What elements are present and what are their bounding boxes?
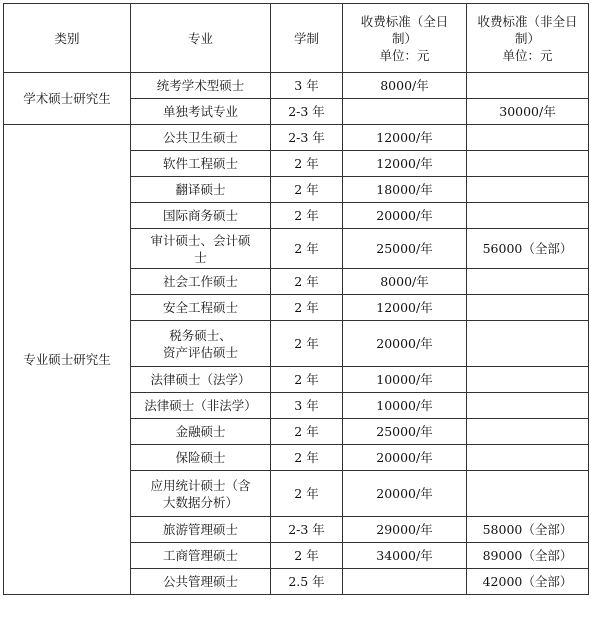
fulltime-fee-cell: 25000/年 [343,229,467,269]
duration-cell: 2 年 [271,419,343,445]
fulltime-fee-cell: 20000/年 [343,445,467,471]
fulltime-fee-cell: 8000/年 [343,73,467,99]
duration-cell: 2-3 年 [271,99,343,125]
parttime-fee-cell [467,177,589,203]
header-fulltime-fee [343,4,467,73]
duration-cell: 3 年 [271,73,343,99]
fulltime-fee-cell: 20000/年 [343,321,467,367]
fulltime-fee-cell: 10000/年 [343,393,467,419]
duration-cell: 2-3 年 [271,125,343,151]
major-cell: 安全工程硕士 [131,295,271,321]
header-parttime-line2: 制） [514,30,540,46]
header-row [4,4,589,73]
major-cell: 公共卫生硕士 [131,125,271,151]
major-line: 资产评估硕士 [162,344,238,360]
parttime-fee-cell [467,125,589,151]
duration-cell: 2 年 [271,269,343,295]
parttime-fee-cell [467,203,589,229]
parttime-fee-cell [467,269,589,295]
parttime-fee-cell: 42000（全部） [467,569,589,595]
duration-cell: 2-3 年 [271,517,343,543]
major-cell: 金融硕士 [131,419,271,445]
major-cell: 社会工作硕士 [131,269,271,295]
header-fulltime-line1: 收费标准（全日 [360,13,449,29]
table-row [4,125,589,151]
fulltime-fee-cell: 8000/年 [343,269,467,295]
major-line: 审计硕士、会计硕 [150,232,251,248]
fulltime-fee-cell: 10000/年 [343,367,467,393]
parttime-fee-cell [467,445,589,471]
duration-cell: 3 年 [271,393,343,419]
duration-cell: 2 年 [271,543,343,569]
duration-cell: 2 年 [271,177,343,203]
major-cell [131,321,271,367]
major-cell: 法律硕士（法学） [131,367,271,393]
duration-cell: 2 年 [271,471,343,517]
parttime-fee-cell: 56000（全部） [467,229,589,269]
category-academic: 学术硕士研究生 [4,73,131,125]
header-parttime-line1: 收费标准（非全日 [477,13,578,29]
parttime-fee-cell: 58000（全部） [467,517,589,543]
parttime-fee-cell [467,73,589,99]
major-cell: 统考学术型硕士 [131,73,271,99]
parttime-fee-cell: 89000（全部） [467,543,589,569]
parttime-fee-cell [467,295,589,321]
duration-cell: 2 年 [271,445,343,471]
fulltime-fee-cell: 20000/年 [343,203,467,229]
major-cell: 国际商务硕士 [131,203,271,229]
fulltime-fee-cell: 34000/年 [343,543,467,569]
major-line: 应用统计硕士（含 [150,477,251,493]
fulltime-fee-cell: 12000/年 [343,125,467,151]
major-cell: 公共管理硕士 [131,569,271,595]
duration-cell: 2 年 [271,151,343,177]
parttime-fee-cell [467,151,589,177]
header-parttime-unit: 单位：元 [502,47,553,63]
major-cell: 保险硕士 [131,445,271,471]
header-category: 类别 [4,4,131,73]
major-line: 大数据分析） [162,494,238,510]
major-cell: 软件工程硕士 [131,151,271,177]
major-cell: 旅游管理硕士 [131,517,271,543]
major-line: 税务硕士、 [169,327,232,343]
fulltime-fee-cell: 18000/年 [343,177,467,203]
parttime-fee-cell [467,419,589,445]
fulltime-fee-cell: 29000/年 [343,517,467,543]
tuition-table [3,3,589,595]
parttime-fee-cell [467,321,589,367]
duration-cell: 2 年 [271,203,343,229]
major-cell [131,229,271,269]
parttime-fee-cell [467,367,589,393]
category-professional: 专业硕士研究生 [4,125,131,595]
major-cell: 法律硕士（非法学） [131,393,271,419]
major-cell: 工商管理硕士 [131,543,271,569]
fulltime-fee-cell: 25000/年 [343,419,467,445]
major-line: 士 [194,249,207,265]
parttime-fee-cell [467,471,589,517]
header-fulltime-unit: 单位：元 [379,47,430,63]
fulltime-fee-cell: 12000/年 [343,151,467,177]
fulltime-fee-cell: 12000/年 [343,295,467,321]
fulltime-fee-cell: 20000/年 [343,471,467,517]
major-cell [131,471,271,517]
parttime-fee-cell [467,393,589,419]
major-cell: 单独考试专业 [131,99,271,125]
duration-cell: 2 年 [271,367,343,393]
fulltime-fee-cell [343,569,467,595]
parttime-fee-cell: 30000/年 [467,99,589,125]
table-row [4,73,589,99]
header-fulltime-line2: 制） [391,30,417,46]
major-cell: 翻译硕士 [131,177,271,203]
header-duration: 学制 [271,4,343,73]
duration-cell: 2 年 [271,321,343,367]
duration-cell: 2.5 年 [271,569,343,595]
fulltime-fee-cell [343,99,467,125]
duration-cell: 2 年 [271,229,343,269]
header-parttime-fee [467,4,589,73]
header-major: 专业 [131,4,271,73]
duration-cell: 2 年 [271,295,343,321]
